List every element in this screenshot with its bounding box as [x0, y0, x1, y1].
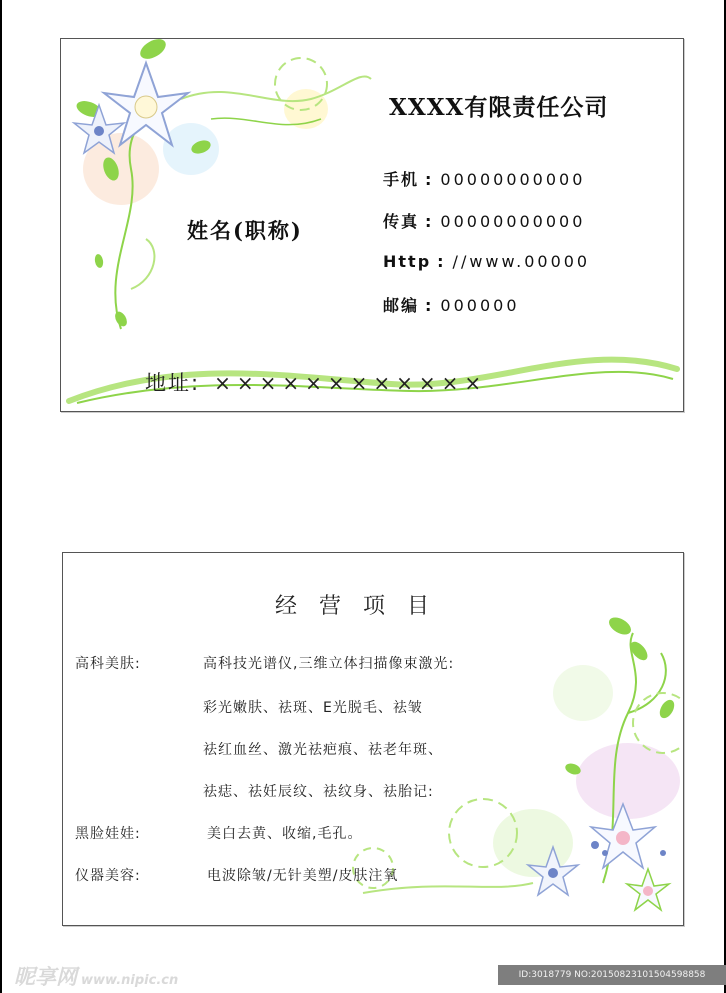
contact-value: //www.00000 — [452, 252, 591, 271]
address-line — [145, 367, 487, 397]
address-value: ×××××××××××× — [214, 371, 488, 395]
address-label: 地址: — [145, 371, 201, 395]
contact-row-mobile: 手机 : 00000000000 — [383, 170, 586, 189]
contact-value: 000000 — [440, 296, 520, 315]
section-line: 高科技光谱仪,三维立体扫描像束激光: — [203, 656, 455, 672]
section-label: 仪器美容: — [75, 868, 141, 884]
contact-label: 传真 — [383, 212, 420, 231]
business-card-front — [60, 38, 684, 412]
company-name: XXXX有限责任公司 — [389, 94, 609, 121]
section-line: 美白去黄、收缩,毛孔。 — [207, 826, 363, 842]
contact-row-fax: 传真 : 00000000000 — [383, 212, 586, 231]
watermark-bar — [0, 953, 726, 993]
person-name-title: 姓名(职称) — [187, 218, 303, 243]
contact-value: 00000000000 — [440, 212, 586, 231]
contact-row-website: Http : //www.00000 — [383, 252, 591, 271]
contact-label: Http — [383, 252, 432, 271]
watermark-url: www.nipic.cn — [81, 973, 179, 988]
section-line: 祛红血丝、激光祛疤痕、祛老年斑、 — [203, 742, 443, 758]
contact-label: 手机 — [383, 170, 420, 189]
contact-label: 邮编 — [383, 296, 420, 315]
section-label: 黑脸娃娃: — [75, 826, 141, 842]
section-line: 彩光嫩肤、祛斑、E光脱毛、祛皱 — [203, 700, 423, 716]
frame-left-edge — [0, 0, 2, 993]
section-label: 高科美肤: — [75, 656, 141, 672]
contact-row-postcode: 邮编 : 000000 — [383, 296, 520, 315]
contact-value: 00000000000 — [440, 170, 586, 189]
section-line: 祛痣、祛妊辰纹、祛纹身、祛胎记: — [203, 784, 434, 800]
business-card-back — [62, 552, 684, 926]
section-line: 电波除皱/无针美塑/皮肤注氧 — [207, 868, 399, 884]
watermark-logo: 昵享网 www.nipic.cn — [14, 964, 179, 989]
business-scope-heading: 经营项目 — [275, 594, 452, 619]
image-id-badge: ID:3018779 NO:20150823101504598858 — [498, 965, 726, 985]
